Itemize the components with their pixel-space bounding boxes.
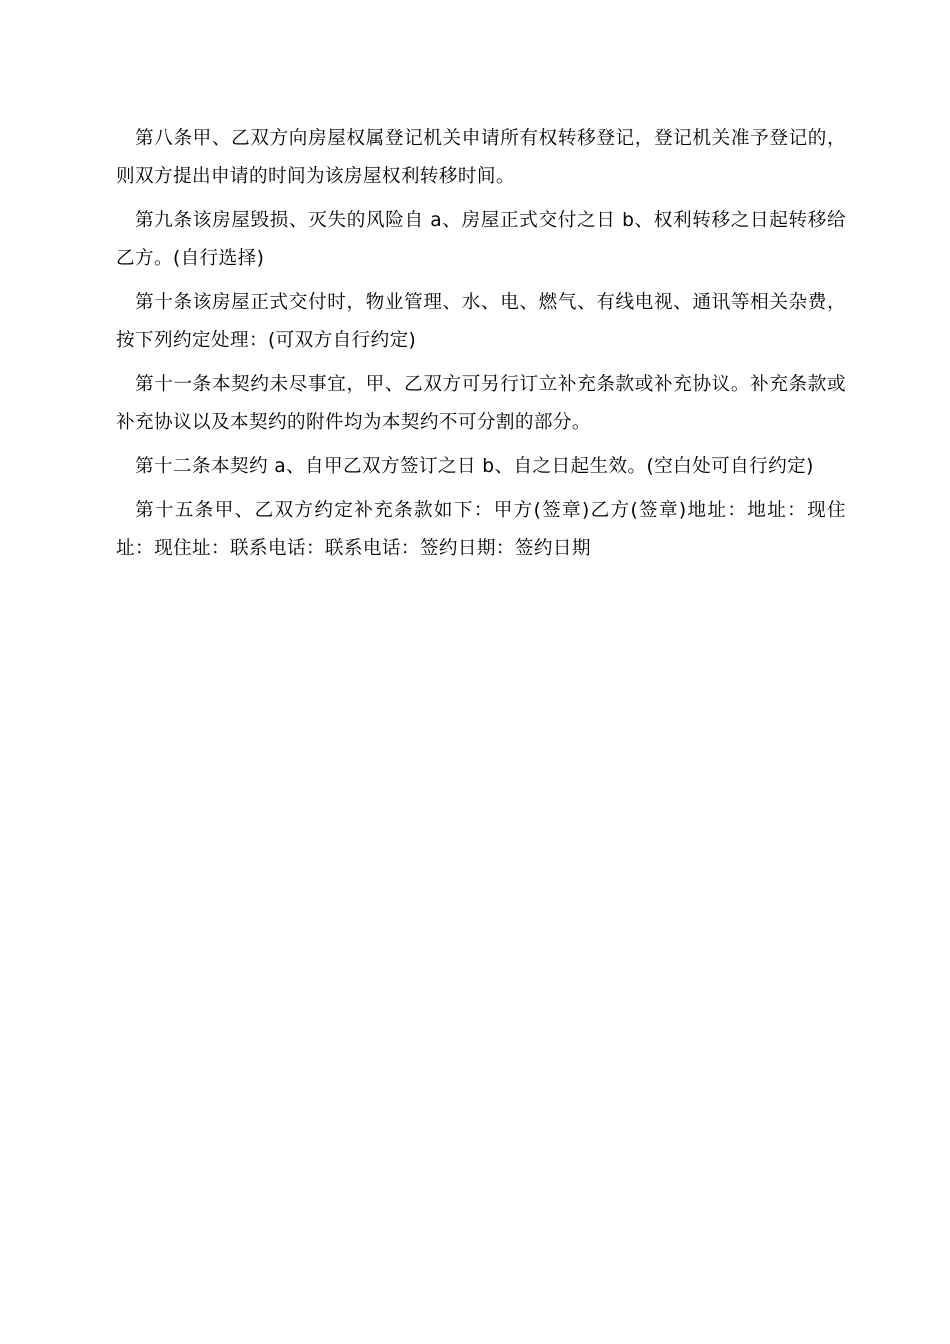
article-8-paragraph: 第八条甲、乙双方向房屋权属登记机关申请所有权转移登记，登记机关准予登记的，则双方提出申请的时间为该房屋权利转移时间。 <box>116 128 846 187</box>
document-body <box>116 120 846 574</box>
article-9-paragraph: 第九条该房屋毁损、灭失的风险自 a、房屋正式交付之日 b、权利转移之日起转移给乙方。(自行选择) <box>116 210 846 269</box>
article-11-paragraph: 第十一条本契约未尽事宜，甲、乙双方可另行订立补充条款或补充协议。补充条款或补充协议以及本契约的附件均为本契约不可分割的部分。 <box>116 374 846 433</box>
article-12-paragraph: 第十二条本契约 a、自甲乙双方签订之日 b、自之日起生效。(空白处可自行约定) <box>135 456 814 477</box>
article-10-paragraph: 第十条该房屋正式交付时，物业管理、水、电、燃气、有线电视、通讯等相关杂费，按下列约定处理：(可双方自行约定) <box>116 292 846 351</box>
article-15-paragraph: 第十五条甲、乙双方约定补充条款如下：甲方(签章)乙方(签章)地址：地址：现住址：现住址：联系电话：联系电话：签约日期：签约日期 <box>116 500 846 559</box>
